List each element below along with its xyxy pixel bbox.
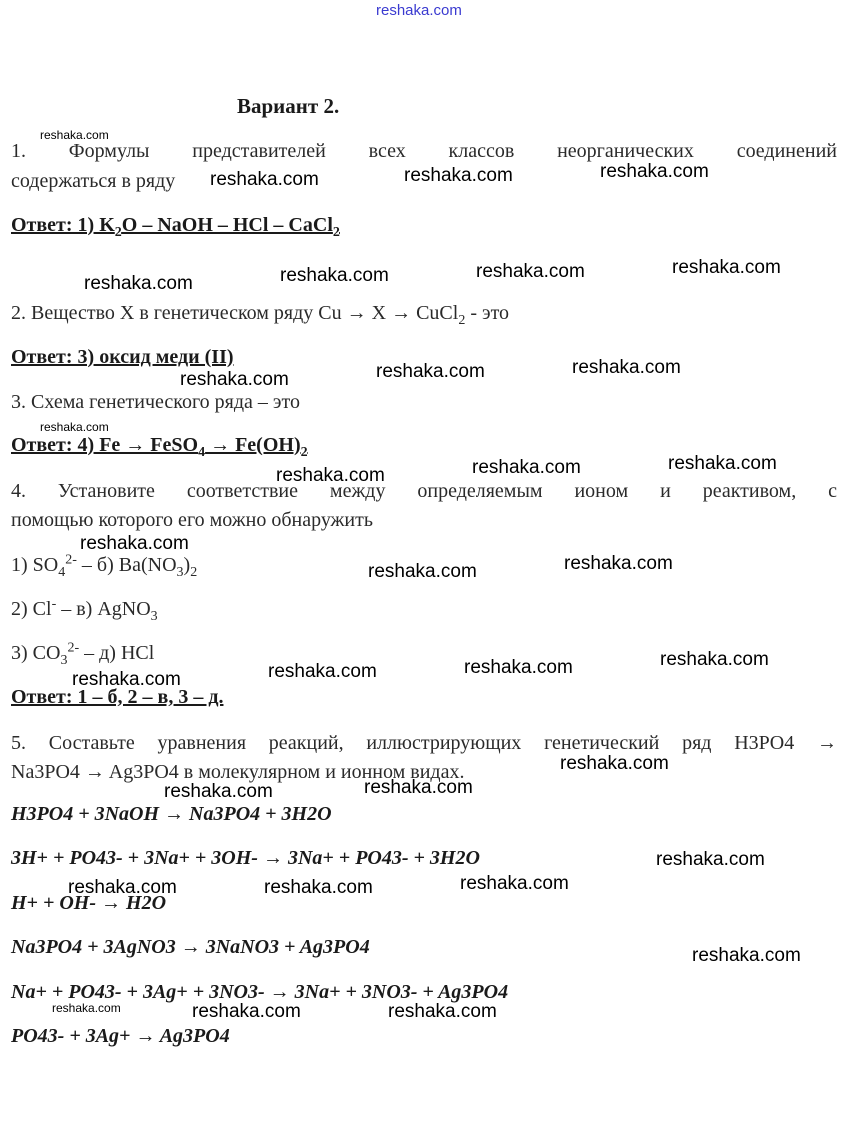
watermark: reshaka.com bbox=[68, 877, 177, 898]
watermark: reshaka.com bbox=[164, 781, 273, 802]
watermark-small: reshaka.com bbox=[40, 420, 109, 434]
watermark: reshaka.com bbox=[268, 661, 377, 682]
page-title: Вариант 2. bbox=[237, 94, 340, 118]
watermark: reshaka.com bbox=[668, 453, 777, 474]
answer-3: Ответ: 4) Fe → FeSO$_4$ → $Fe(OH)_2$ bbox=[11, 434, 308, 460]
watermark: reshaka.com bbox=[376, 361, 485, 382]
question-4-item-2: 2) Cl- – в) AgNO$_3$ bbox=[11, 596, 158, 624]
watermark: reshaka.com bbox=[600, 161, 709, 182]
watermark: reshaka.com bbox=[280, 265, 389, 286]
question-3: 3. Схема генетического ряда – это bbox=[11, 391, 300, 413]
watermark: reshaka.com bbox=[192, 1001, 301, 1022]
equation-4: Na3PO4 + 3AgNO3 → 3NaNO3 + Ag3PO4 bbox=[11, 936, 370, 958]
watermark: reshaka.com bbox=[460, 873, 569, 894]
watermark: reshaka.com bbox=[404, 165, 513, 186]
watermark: reshaka.com bbox=[692, 945, 801, 966]
watermark: reshaka.com bbox=[388, 1001, 497, 1022]
watermark: reshaka.com bbox=[660, 649, 769, 670]
watermark: reshaka.com bbox=[72, 669, 181, 690]
watermark: reshaka.com bbox=[472, 457, 581, 478]
watermark: reshaka.com bbox=[564, 553, 673, 574]
watermark: reshaka.com bbox=[210, 169, 319, 190]
question-4-item-3: 3) $CO_3^{2-} - д$) HCl bbox=[11, 640, 155, 668]
watermark: reshaka.com bbox=[560, 753, 669, 774]
equation-1: H3PO4 + 3NaOH → Na3PO4 + 3H2O bbox=[11, 803, 332, 825]
question-2: 2. Вещество X в генетическом ряду Cu → X → CuCl$_2$ - это bbox=[11, 302, 510, 328]
watermark: reshaka.com bbox=[80, 533, 189, 554]
watermark: reshaka.com bbox=[464, 657, 573, 678]
site-link[interactable]: reshaka.com bbox=[376, 2, 462, 19]
question-5-line-1: 5. Составьте уравнения реакций, иллюстрирующих генетический ряд H3PO4 → bbox=[11, 732, 837, 754]
watermark: reshaka.com bbox=[572, 357, 681, 378]
answer-1: Ответ: 1) $K_2O$ – NaOH – HCl – CaCl$_2$ bbox=[11, 214, 340, 240]
equation-6: PO43- + 3Ag+ → Ag3PO4 bbox=[11, 1025, 230, 1047]
watermark: reshaka.com bbox=[264, 877, 373, 898]
question-4-line-1: 4. Установите соответствие между определяемым ионом и реактивом, с bbox=[11, 480, 837, 502]
question-1-line-1: 1. Формулы представителей всех классов неорганических соединений bbox=[11, 140, 837, 162]
equation-2: 3H+ + PO43- + 3Na+ + 3OH- → 3Na+ + PO43- + 3H2O bbox=[11, 847, 480, 869]
watermark-small: reshaka.com bbox=[40, 128, 109, 142]
question-1-line-2: содержаться в ряду bbox=[11, 170, 176, 192]
question-4-item-1: 1) $SO_4^{2-} - б$) $Ba(NO_3)_2$ bbox=[11, 552, 198, 580]
watermark: reshaka.com bbox=[672, 257, 781, 278]
answer-4: Ответ: 1 – б, 2 – в, 3 – д. bbox=[11, 686, 224, 708]
equation-5: Na+ + PO43- + 3Ag+ + 3NO3- → 3Na+ + 3NO3- + Ag3PO4 bbox=[11, 981, 509, 1003]
watermark: reshaka.com bbox=[476, 261, 585, 282]
watermark: reshaka.com bbox=[368, 561, 477, 582]
watermark: reshaka.com bbox=[656, 849, 765, 870]
watermark-small: reshaka.com bbox=[52, 1001, 121, 1015]
watermark: reshaka.com bbox=[180, 369, 289, 390]
question-5-line-2: Na3PO4 → Ag3PO4 в молекулярном и ионном видах. bbox=[11, 761, 465, 783]
answer-2: Ответ: 3) оксид меди (II) bbox=[11, 346, 234, 368]
equation-3: H+ + OH- → H2O bbox=[11, 892, 167, 914]
watermark: reshaka.com bbox=[84, 273, 193, 294]
question-4-line-2: помощью которого его можно обнаружить bbox=[11, 509, 373, 531]
watermark: reshaka.com bbox=[276, 465, 385, 486]
watermark: reshaka.com bbox=[364, 777, 473, 798]
